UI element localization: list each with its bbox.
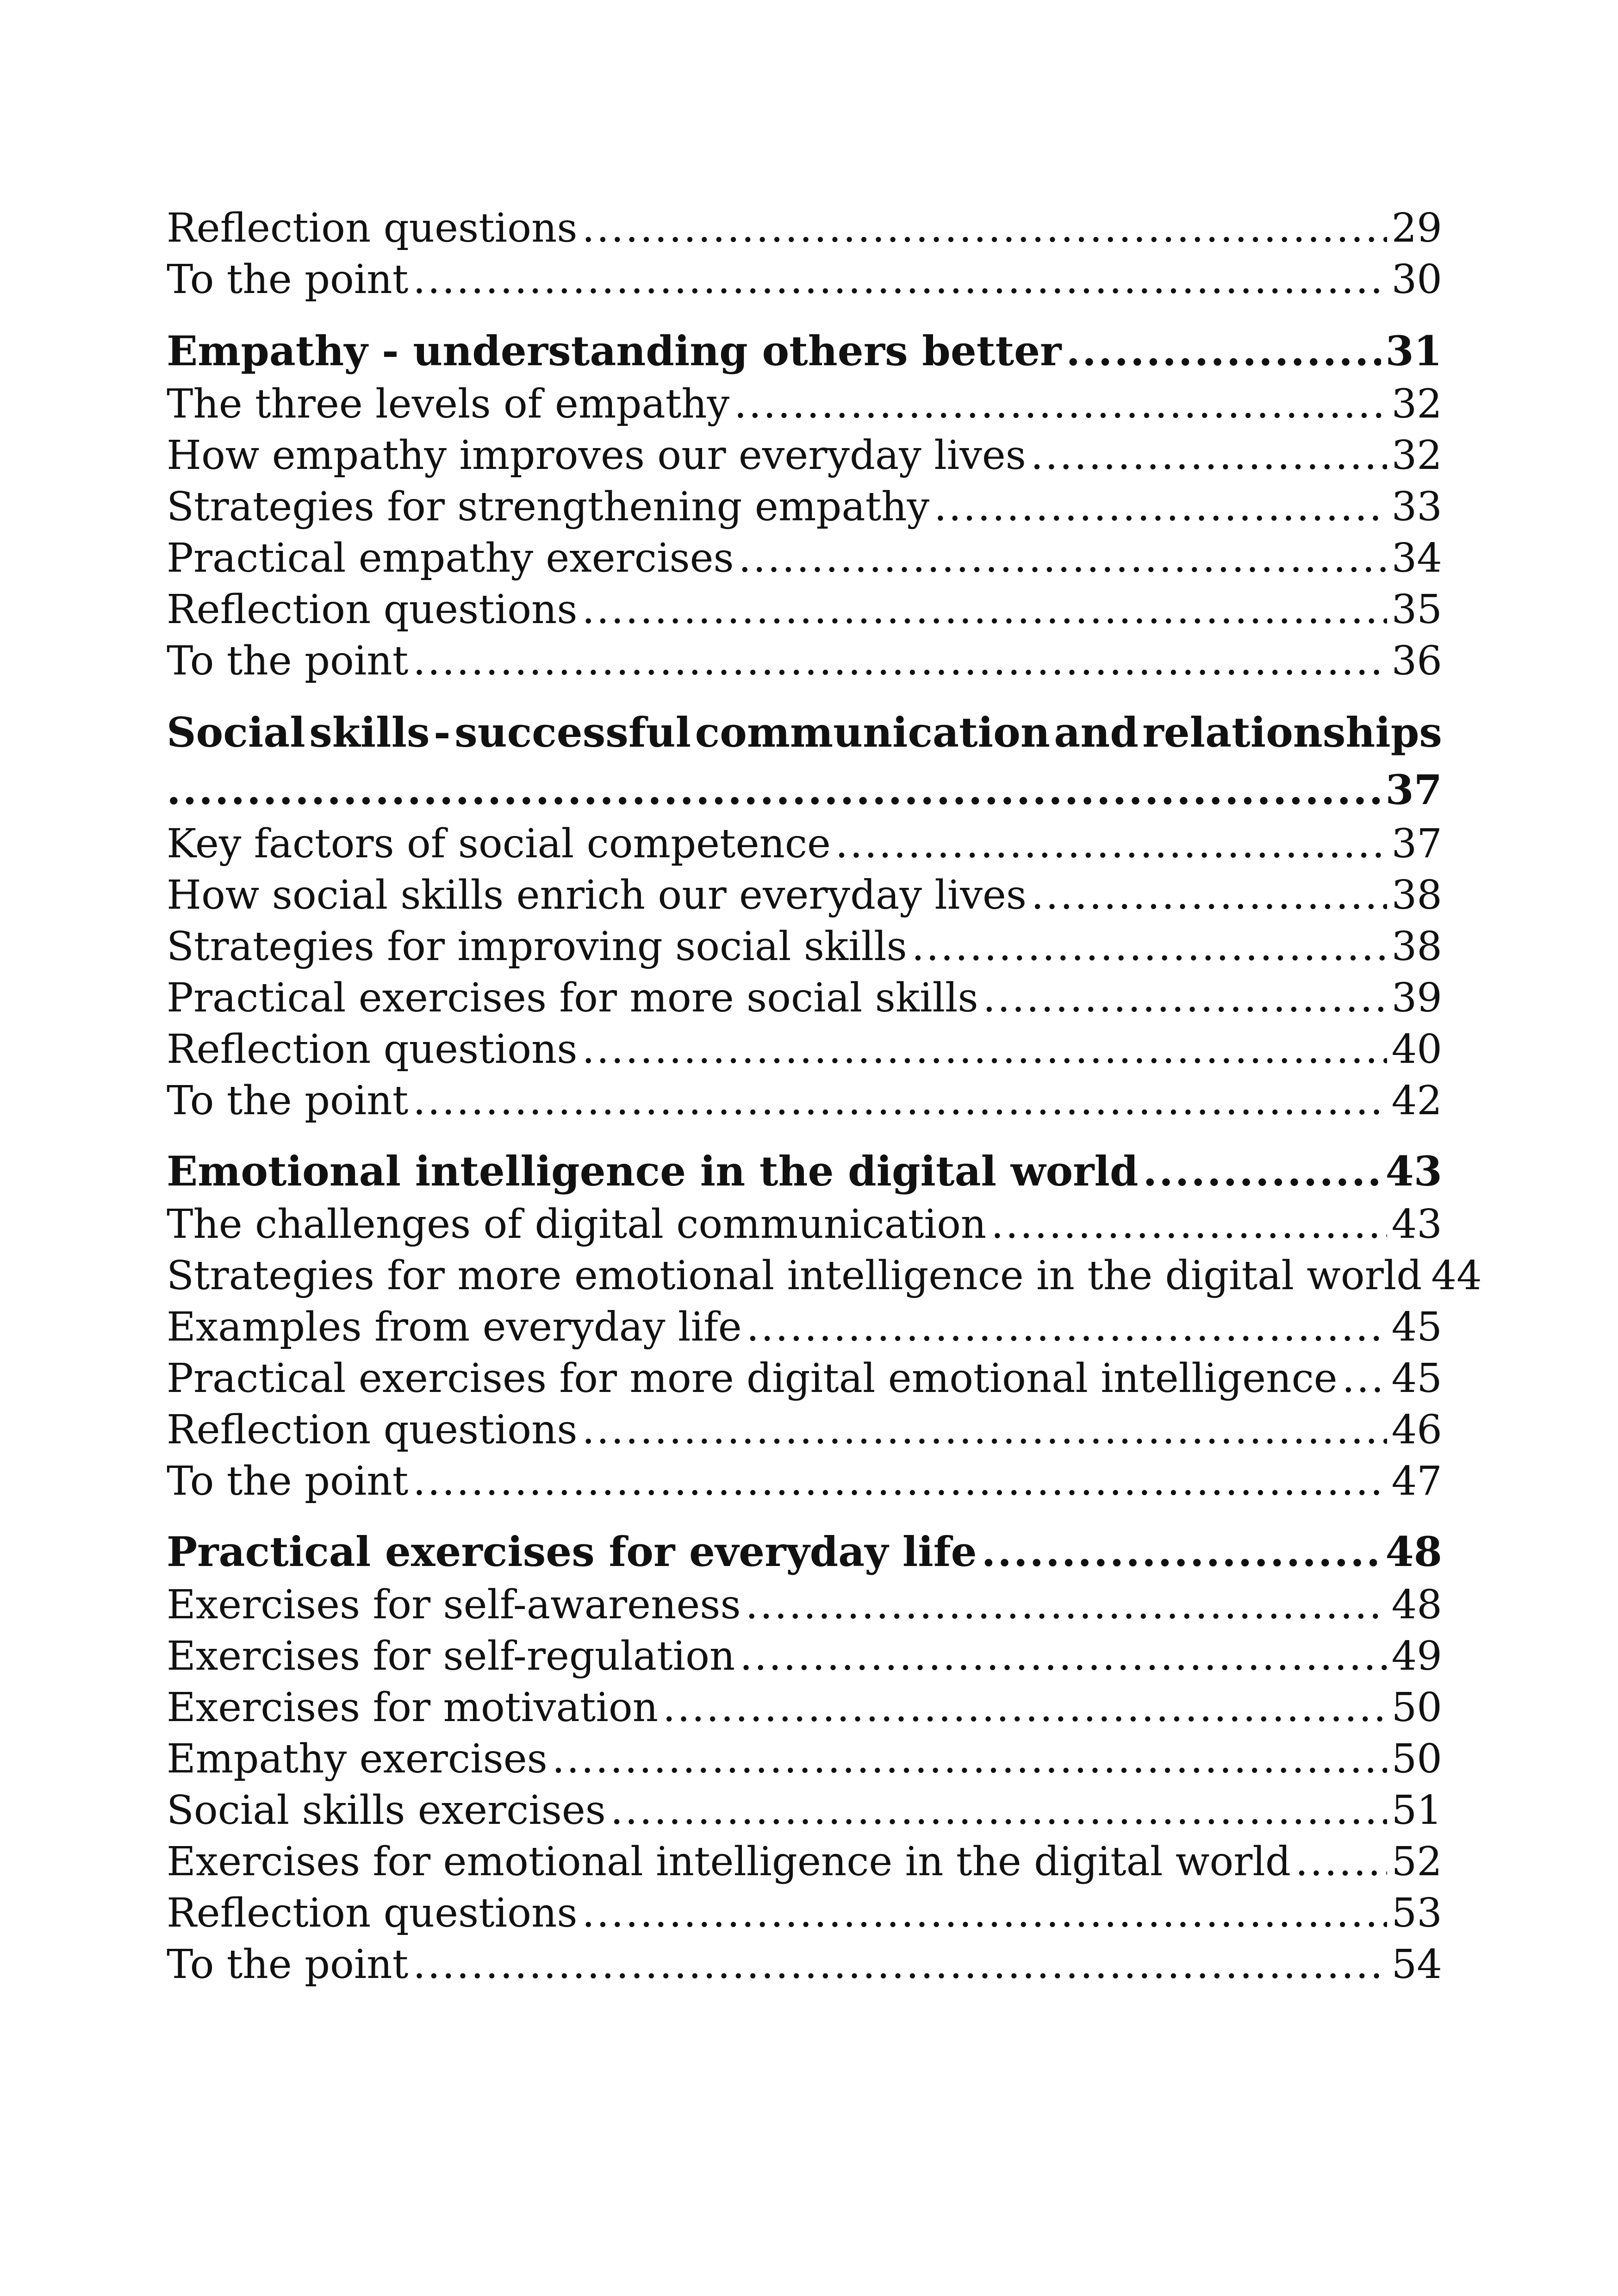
leader-dots [582,1888,1387,1939]
toc-entry-page: 47 [1391,1458,1442,1504]
toc-entry[interactable] [167,1456,1442,1507]
toc-entry-page: 37 [1391,821,1442,867]
toc-entry-title: Practical exercises for more digital emotional intelligence [167,1355,1338,1402]
toc-entry-page: 46 [1391,1407,1442,1453]
toc-chapter-social[interactable] [167,704,1442,818]
toc-entry-title: Examples from everyday life [167,1304,742,1350]
toc-chapter-page: 37 [1385,766,1442,814]
leader-dots [991,1199,1387,1250]
title-word: and [1054,708,1139,756]
toc-entry[interactable] [167,1836,1442,1888]
toc-entry[interactable] [167,584,1442,636]
leader-dots [934,481,1387,533]
toc-entry-page: 48 [1391,1582,1442,1628]
toc-entry[interactable] [167,1939,1442,1990]
leader-dots [740,1631,1387,1682]
toc-entry[interactable] [167,921,1442,973]
leader-dots [413,636,1387,687]
table-of-contents [167,203,1482,1990]
toc-entry-page: 38 [1391,872,1442,918]
toc-entry-title: Exercises for emotional intelligence in the digital world [167,1839,1291,1885]
leader-dots [167,761,1381,818]
toc-entry[interactable] [167,1075,1442,1127]
toc-entry[interactable] [167,1579,1442,1631]
toc-entry[interactable] [167,636,1442,687]
toc-entry-page: 32 [1391,432,1442,479]
toc-entry-title: How social skills enrich our everyday lives [167,872,1027,918]
title-word: - [434,708,451,756]
leader-dots [746,1579,1387,1631]
toc-chapter-practical[interactable] [167,1524,1442,1579]
toc-entry[interactable] [167,254,1442,306]
toc-entry-title: To the point [167,638,409,684]
toc-entry-page: 36 [1391,638,1442,684]
toc-entry-title: Reflection questions [167,586,578,633]
toc-entry-page: 30 [1391,256,1442,303]
toc-entry-title: Reflection questions [167,1407,578,1453]
leader-dots [1342,1353,1387,1404]
toc-entry-page: 53 [1391,1890,1442,1936]
toc-entry-title: Reflection questions [167,205,578,251]
title-word: relationships [1142,708,1442,756]
toc-entry-title: Social skills exercises [167,1787,606,1834]
toc-chapter-page: 48 [1385,1528,1442,1576]
toc-entry[interactable] [167,1199,1442,1250]
leader-dots [734,379,1387,430]
toc-entry-title: To the point [167,1941,409,1988]
toc-chapter-title [167,704,1442,761]
leader-dots [1031,430,1387,481]
leader-dots [663,1682,1387,1734]
toc-entry-page: 35 [1391,586,1442,633]
toc-entry-page: 44 [1431,1253,1482,1299]
toc-entry[interactable] [167,1404,1442,1456]
leader-dots [413,1075,1387,1127]
toc-entry-page: 39 [1391,975,1442,1021]
leader-dots [582,1024,1387,1075]
toc-entry[interactable] [167,481,1442,533]
toc-chapter-title: Emotional intelligence in the digital world [167,1147,1139,1195]
toc-entry-page: 45 [1391,1304,1442,1350]
leader-dots [1066,323,1381,379]
leader-dots [1143,1143,1381,1199]
toc-entry[interactable] [167,1785,1442,1836]
leader-dots [747,1302,1387,1353]
toc-entry-page: 52 [1391,1839,1442,1885]
toc-entry[interactable] [167,1734,1442,1785]
toc-entry-title: Exercises for self-awareness [167,1582,741,1628]
toc-entry-title: To the point [167,1458,409,1504]
leader-dots [413,1939,1387,1990]
toc-entry-page: 42 [1391,1078,1442,1124]
toc-chapter-digital[interactable] [167,1143,1442,1199]
toc-entry-page: 54 [1391,1941,1442,1988]
toc-entry-title: Strategies for strengthening empathy [167,484,930,530]
leader-dots [1031,870,1387,921]
toc-entry[interactable] [167,533,1442,584]
toc-entry[interactable] [167,1250,1482,1302]
leader-dots [610,1785,1387,1836]
toc-entry[interactable] [167,203,1442,254]
leader-dots [739,533,1387,584]
toc-entry-title: Reflection questions [167,1026,578,1073]
toc-entry[interactable] [167,818,1442,870]
title-word: skills [309,708,430,756]
title-word: Social [167,708,305,756]
toc-chapter-empathy[interactable] [167,323,1442,379]
title-word: successful [454,708,691,756]
toc-entry[interactable] [167,973,1442,1024]
leader-dots [982,1524,1381,1579]
toc-entry[interactable] [167,1302,1442,1353]
toc-entry-title: Practical empathy exercises [167,535,734,581]
toc-entry-page: 34 [1391,535,1442,581]
leader-dots [582,584,1387,636]
leader-dots [582,1404,1387,1456]
leader-dots [413,254,1387,306]
toc-entry[interactable] [167,1353,1442,1404]
toc-entry-title: Exercises for self-regulation [167,1633,735,1679]
leader-dots [983,973,1387,1024]
toc-entry-page: 32 [1391,381,1442,427]
toc-entry[interactable] [167,379,1442,430]
toc-entry[interactable] [167,1682,1442,1734]
toc-chapter-page: 43 [1385,1147,1442,1195]
toc-entry[interactable] [167,1631,1442,1682]
toc-entry-page: 50 [1391,1685,1442,1731]
toc-entry-title: Practical exercises for more social skills [167,975,978,1021]
toc-entry-page: 40 [1391,1026,1442,1073]
toc-entry-title: The challenges of digital communication [167,1201,987,1248]
toc-entry-title: Key factors of social competence [167,821,831,867]
toc-entry-page: 43 [1391,1201,1442,1248]
toc-entry-title: To the point [167,1078,409,1124]
title-word: communication [695,708,1050,756]
toc-chapter-title: Practical exercises for everyday life [167,1528,977,1576]
toc-entry-title: Exercises for motivation [167,1685,658,1731]
leader-dots [552,1734,1387,1785]
leader-dots [413,1456,1387,1507]
toc-entry-title: Strategies for more emotional intelligence in the digital world [167,1253,1422,1299]
toc-entry-page: 51 [1391,1787,1442,1834]
leader-dots [1295,1836,1387,1888]
leader-dots [912,921,1387,973]
toc-entry-page: 50 [1391,1736,1442,1782]
toc-entry[interactable] [167,870,1442,921]
toc-entry-title: Empathy exercises [167,1736,548,1782]
toc-entry[interactable] [167,1888,1442,1939]
toc-entry-page: 38 [1391,923,1442,970]
toc-entry-title: How empathy improves our everyday lives [167,432,1026,479]
toc-entry[interactable] [167,1024,1442,1075]
leader-dots [835,818,1387,870]
leader-dots [582,203,1387,254]
toc-entry-page: 49 [1391,1633,1442,1679]
toc-chapter-title: Empathy - understanding others better [167,327,1062,375]
toc-entry-page: 33 [1391,484,1442,530]
toc-entry-title: Strategies for improving social skills [167,923,907,970]
toc-entry-title: Reflection questions [167,1890,578,1936]
toc-entry-title: The three levels of empathy [167,381,730,427]
toc-chapter-page: 31 [1385,327,1442,375]
toc-entry[interactable] [167,430,1442,481]
toc-entry-page: 29 [1391,205,1442,251]
toc-entry-page: 45 [1391,1355,1442,1402]
toc-entry-title: To the point [167,256,409,303]
